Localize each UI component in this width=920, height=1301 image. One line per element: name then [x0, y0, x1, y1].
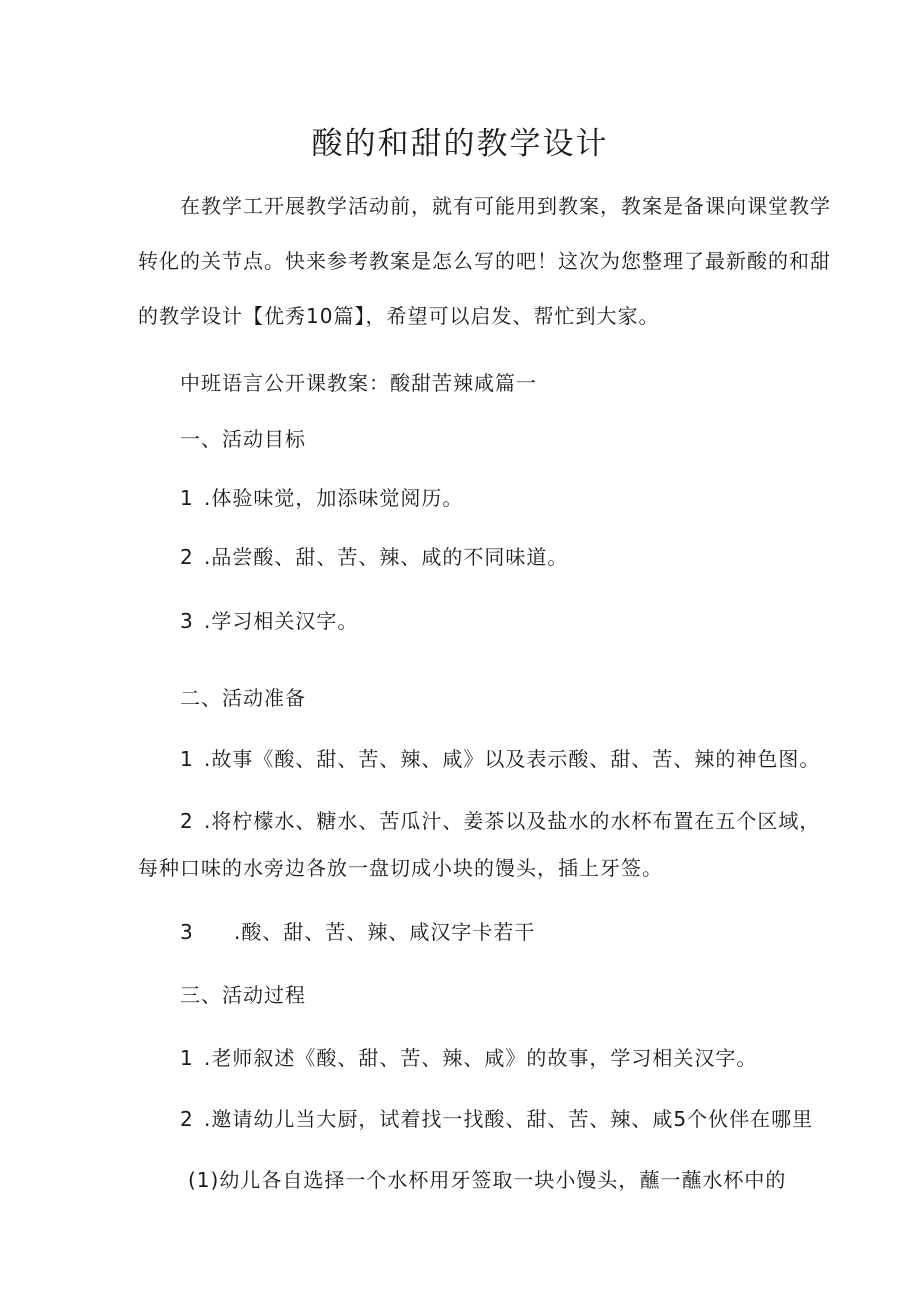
- list-number: 1: [180, 747, 194, 771]
- list-number: 1: [180, 486, 194, 510]
- intro-line-3: 的教学设计【优秀10篇】，希望可以启发、帮忙到大家。: [138, 304, 660, 328]
- part2-item-2: [180, 809, 820, 833]
- part2-item-1: [180, 747, 820, 771]
- list-text: .学习相关汉字。: [204, 609, 359, 633]
- list-text: .邀请幼儿当大厨，试着找一找酸、甜、苦、辣、咸5个伙伴在哪里: [204, 1107, 814, 1131]
- part3-item-1: [180, 1046, 757, 1070]
- list-number: 2: [180, 809, 194, 833]
- list-text: 幼儿各自选择一个水杯用牙签取一块小馒头，蘸一蘸水杯中的: [219, 1168, 787, 1192]
- part3-sub-item-1: [188, 1168, 786, 1192]
- list-number: 2: [180, 545, 194, 569]
- list-text: .将柠檬水、糖水、苦瓜汁、姜茶以及盐水的水杯布置在五个区域，: [204, 809, 821, 833]
- part1-item-1: [180, 486, 463, 510]
- part1-item-3: [180, 609, 358, 633]
- list-text: .老师叙述《酸、甜、苦、辣、咸》的故事，学习相关汉字。: [204, 1046, 758, 1070]
- list-number: (1): [188, 1168, 220, 1192]
- list-number: 2: [180, 1107, 194, 1131]
- intro-line-2: 转化的关节点。快来参考教案是怎么写的吧！这次为您整理了最新酸的和甜: [138, 249, 831, 273]
- list-text: .酸、甜、苦、辣、咸汉字卡若干: [234, 920, 536, 944]
- part1-item-2: [180, 545, 568, 569]
- list-text: .故事《酸、甜、苦、辣、咸》以及表示酸、甜、苦、辣的神色图。: [204, 747, 821, 771]
- part2-heading: 二、活动准备: [180, 686, 306, 710]
- list-text: .品尝酸、甜、苦、辣、咸的不同味道。: [204, 545, 569, 569]
- list-number: 3: [180, 920, 194, 944]
- list-number: 1: [180, 1046, 194, 1070]
- part3-item-2: [180, 1107, 813, 1131]
- document-title: 酸的和甜的教学设计: [311, 126, 609, 162]
- intro-line-1: 在教学工开展教学活动前，就有可能用到教案，教案是备课向课堂教学: [180, 194, 831, 218]
- list-text: .体验味觉，加添味觉阅历。: [204, 486, 464, 510]
- part2-item-3: [180, 920, 535, 944]
- list-number: 3: [180, 609, 194, 633]
- part2-item-2-continued: 每种口味的水旁边各放一盘切成小块的馒头，插上牙签。: [138, 856, 663, 880]
- section-heading: 中班语言公开课教案：酸甜苦辣咸篇一: [180, 371, 537, 395]
- part3-heading: 三、活动过程: [180, 983, 306, 1007]
- part1-heading: 一、活动目标: [180, 427, 306, 451]
